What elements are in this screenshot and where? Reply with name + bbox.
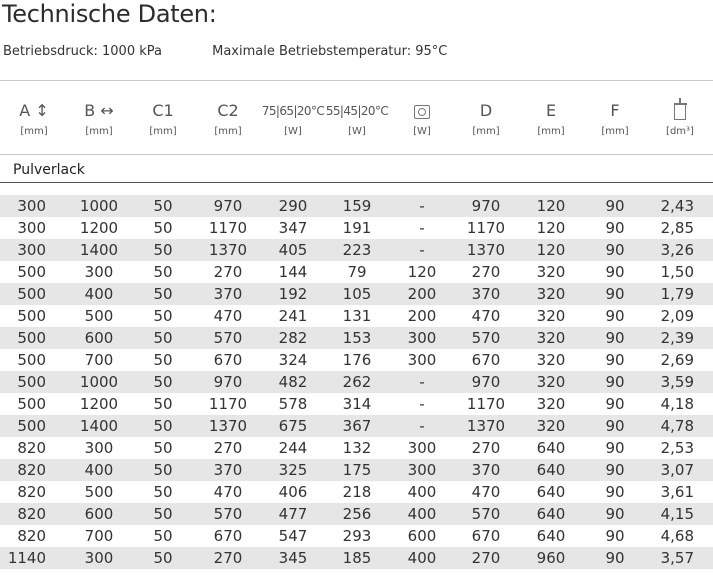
table-cell: 960 <box>536 549 566 567</box>
table-cell: 670 <box>471 351 501 369</box>
table-cell: 185 <box>342 549 372 567</box>
table-cell: 1400 <box>79 241 119 259</box>
table-cell: 300 <box>17 197 46 215</box>
table-cell: 90 <box>605 219 625 237</box>
table-cell: 300 <box>407 439 437 457</box>
table-cell: 200 <box>407 285 437 303</box>
table-cell: 3,61 <box>660 483 694 501</box>
column-symbol: F <box>610 101 620 120</box>
table-cell: 3,57 <box>660 549 694 567</box>
table-cell: - <box>419 219 425 237</box>
table-cell: 300 <box>407 329 437 347</box>
table-cell: 500 <box>17 417 46 435</box>
table-cell: 324 <box>278 351 308 369</box>
table-cell: 470 <box>471 483 501 501</box>
table-cell: 4,68 <box>660 527 694 545</box>
table-cell: 1170 <box>208 395 248 413</box>
column-header-5 <box>325 100 389 137</box>
table-cell: 300 <box>17 241 46 259</box>
table-cell: - <box>419 241 425 259</box>
table-cell: 1170 <box>208 219 248 237</box>
table-cell: 470 <box>471 307 501 325</box>
table-cell: 347 <box>278 219 308 237</box>
table-cell: 370 <box>213 285 243 303</box>
divider <box>0 154 713 155</box>
max-operating-temperature: Maximale Betriebstemperatur: 95°C <box>212 44 448 59</box>
table-cell: 500 <box>17 395 46 413</box>
divider <box>0 182 713 183</box>
table-cell: 50 <box>153 417 173 435</box>
table-cell: 570 <box>213 505 243 523</box>
table-cell: 406 <box>278 483 308 501</box>
table-cell: 1140 <box>7 549 46 567</box>
table-cell: 370 <box>471 285 501 303</box>
table-row <box>0 503 713 525</box>
column-unit: [mm] <box>214 126 242 137</box>
table-cell: 1370 <box>208 241 248 259</box>
table-cell: 570 <box>471 329 501 347</box>
table-cell: 970 <box>471 373 501 391</box>
table-row <box>0 459 713 481</box>
table-cell: 500 <box>17 373 46 391</box>
column-symbol: 75|65|20°C <box>261 104 325 118</box>
table-cell: 300 <box>84 263 114 281</box>
table-cell: 820 <box>17 483 46 501</box>
table-cell: 482 <box>278 373 308 391</box>
table-cell: 223 <box>342 241 372 259</box>
column-header-2 <box>131 100 195 137</box>
table-cell: - <box>419 395 425 413</box>
table-cell: 50 <box>153 395 173 413</box>
table-cell: 90 <box>605 549 625 567</box>
table-cell: 50 <box>153 461 173 479</box>
column-unit: [mm] <box>601 126 629 137</box>
table-cell: 320 <box>536 417 566 435</box>
table-cell: 120 <box>536 219 566 237</box>
table-cell: 244 <box>278 439 308 457</box>
table-cell: 675 <box>278 417 308 435</box>
column-header-8 <box>519 100 583 137</box>
table-cell: 2,53 <box>660 439 694 457</box>
table-cell: 570 <box>213 329 243 347</box>
table-row <box>0 327 713 349</box>
column-unit: [mm] <box>537 126 565 137</box>
table-cell: 131 <box>342 307 372 325</box>
column-symbol: B ↔ <box>84 101 114 120</box>
table-cell: 500 <box>17 329 46 347</box>
table-cell: 1000 <box>79 197 119 215</box>
data-table <box>0 195 713 569</box>
table-cell: 132 <box>342 439 372 457</box>
table-cell: 1,50 <box>660 263 694 281</box>
section-label: Pulverlack <box>13 162 85 178</box>
table-cell: 4,18 <box>660 395 694 413</box>
table-cell: 176 <box>342 351 372 369</box>
table-cell: - <box>419 197 425 215</box>
table-cell: 200 <box>407 307 437 325</box>
column-header-6 <box>390 100 454 137</box>
table-cell: 325 <box>278 461 308 479</box>
table-cell: 3,26 <box>660 241 694 259</box>
table-cell: 90 <box>605 395 625 413</box>
table-cell: 90 <box>605 417 625 435</box>
table-cell: 320 <box>536 307 566 325</box>
table-cell: 50 <box>153 483 173 501</box>
table-cell: 547 <box>278 527 308 545</box>
column-unit: [mm] <box>85 126 113 137</box>
column-symbol: A ↕ <box>19 101 49 120</box>
table-cell: 262 <box>342 373 372 391</box>
table-cell: 90 <box>605 461 625 479</box>
table-cell: 175 <box>342 461 372 479</box>
table-cell: 90 <box>605 373 625 391</box>
table-cell: 640 <box>536 439 566 457</box>
table-cell: 50 <box>153 285 173 303</box>
page-title: Technische Daten: <box>2 0 217 28</box>
table-cell: 270 <box>213 439 243 457</box>
table-cell: 500 <box>17 307 46 325</box>
table-cell: 300 <box>407 351 437 369</box>
column-unit: [mm] <box>149 126 177 137</box>
table-cell: 50 <box>153 549 173 567</box>
table-cell: 50 <box>153 263 173 281</box>
table-row <box>0 195 713 217</box>
table-row <box>0 415 713 437</box>
table-cell: 90 <box>605 285 625 303</box>
table-cell: 320 <box>536 263 566 281</box>
table-cell: 500 <box>17 285 46 303</box>
table-cell: 159 <box>342 197 372 215</box>
table-cell: 820 <box>17 439 46 457</box>
table-cell: 90 <box>605 241 625 259</box>
table-cell: 90 <box>605 307 625 325</box>
table-row <box>0 547 713 569</box>
table-row <box>0 481 713 503</box>
table-cell: 50 <box>153 241 173 259</box>
table-cell: 370 <box>471 461 501 479</box>
table-cell: 500 <box>84 483 114 501</box>
column-header-7 <box>454 100 518 137</box>
table-cell: 320 <box>536 351 566 369</box>
table-cell: 241 <box>278 307 308 325</box>
table-cell: 293 <box>342 527 372 545</box>
column-unit: [W] <box>284 126 302 137</box>
table-cell: 1370 <box>466 241 506 259</box>
table-cell: 90 <box>605 439 625 457</box>
table-cell: 400 <box>407 505 437 523</box>
table-cell: 50 <box>153 197 173 215</box>
table-cell: 1,79 <box>660 285 694 303</box>
column-unit: [dm³] <box>666 126 694 137</box>
column-header-4 <box>261 100 325 137</box>
table-cell: 270 <box>471 439 501 457</box>
table-cell: 256 <box>342 505 372 523</box>
table-cell: 600 <box>407 527 437 545</box>
table-cell: 470 <box>213 483 243 501</box>
table-cell: 320 <box>536 395 566 413</box>
table-cell: 90 <box>605 483 625 501</box>
column-symbol: E <box>545 101 557 120</box>
table-cell: 700 <box>84 351 114 369</box>
table-cell: 400 <box>84 461 114 479</box>
table-cell: 90 <box>605 505 625 523</box>
table-cell: 345 <box>278 549 308 567</box>
table-cell: 90 <box>605 329 625 347</box>
table-row <box>0 349 713 371</box>
table-cell: 820 <box>17 505 46 523</box>
operating-pressure: Betriebsdruck: 1000 kPa <box>3 44 162 59</box>
column-unit: [W] <box>348 126 366 137</box>
table-cell: 970 <box>471 197 501 215</box>
table-cell: 50 <box>153 373 173 391</box>
table-cell: 90 <box>605 351 625 369</box>
column-unit: [W] <box>413 126 431 137</box>
table-cell: 320 <box>536 373 566 391</box>
table-cell: 570 <box>471 505 501 523</box>
table-cell: 970 <box>213 197 243 215</box>
table-cell: 500 <box>17 263 46 281</box>
table-cell: - <box>419 373 425 391</box>
table-cell: 314 <box>342 395 372 413</box>
table-cell: 192 <box>278 285 308 303</box>
table-cell: 290 <box>278 197 308 215</box>
table-header <box>0 100 713 148</box>
table-cell: 670 <box>213 527 243 545</box>
table-cell: 640 <box>536 483 566 501</box>
table-cell: 1170 <box>466 219 506 237</box>
table-cell: 578 <box>278 395 308 413</box>
table-row <box>0 305 713 327</box>
table-cell: 4,78 <box>660 417 694 435</box>
table-cell: 2,09 <box>660 307 694 325</box>
table-row <box>0 371 713 393</box>
table-cell: 270 <box>471 263 501 281</box>
table-cell: 1000 <box>79 373 119 391</box>
heating-element-icon <box>414 105 430 119</box>
table-cell: 3,07 <box>660 461 694 479</box>
table-cell: 370 <box>213 461 243 479</box>
table-cell: 50 <box>153 219 173 237</box>
table-cell: 144 <box>278 263 308 281</box>
table-cell: 270 <box>471 549 501 567</box>
table-cell: 700 <box>84 527 114 545</box>
table-cell: 50 <box>153 351 173 369</box>
table-cell: 2,69 <box>660 351 694 369</box>
table-row <box>0 393 713 415</box>
table-cell: 670 <box>471 527 501 545</box>
table-cell: 3,59 <box>660 373 694 391</box>
column-symbol: C1 <box>152 101 174 120</box>
table-cell: 405 <box>278 241 308 259</box>
divider <box>0 80 713 81</box>
table-cell: 50 <box>153 439 173 457</box>
table-cell: 1400 <box>79 417 119 435</box>
table-cell: 1200 <box>79 395 119 413</box>
table-cell: 282 <box>278 329 308 347</box>
water-volume-icon <box>674 103 686 120</box>
table-cell: 2,39 <box>660 329 694 347</box>
table-cell: 50 <box>153 307 173 325</box>
column-unit: [mm] <box>472 126 500 137</box>
table-cell: 300 <box>84 549 114 567</box>
table-cell: 191 <box>342 219 372 237</box>
table-cell: 320 <box>536 285 566 303</box>
table-cell: 1370 <box>466 417 506 435</box>
table-cell: 120 <box>536 241 566 259</box>
table-cell: 477 <box>278 505 308 523</box>
table-cell: 120 <box>536 197 566 215</box>
table-cell: 400 <box>407 483 437 501</box>
column-icon <box>648 100 712 122</box>
table-cell: 79 <box>347 263 367 281</box>
table-cell: 500 <box>17 351 46 369</box>
table-cell: 640 <box>536 461 566 479</box>
table-cell: 90 <box>605 263 625 281</box>
column-header-10 <box>648 100 712 137</box>
table-cell: 600 <box>84 329 114 347</box>
table-cell: 400 <box>84 285 114 303</box>
column-header-3 <box>196 100 260 137</box>
table-cell: - <box>419 417 425 435</box>
table-cell: 4,15 <box>660 505 694 523</box>
table-cell: 300 <box>17 219 46 237</box>
table-row <box>0 283 713 305</box>
table-cell: 270 <box>213 263 243 281</box>
table-cell: 105 <box>342 285 372 303</box>
table-cell: 400 <box>407 549 437 567</box>
column-header-0 <box>2 100 66 137</box>
table-cell: 300 <box>84 439 114 457</box>
table-cell: 90 <box>605 197 625 215</box>
table-cell: 320 <box>536 329 566 347</box>
table-cell: 1200 <box>79 219 119 237</box>
column-unit: [mm] <box>20 126 48 137</box>
table-cell: 2,85 <box>660 219 694 237</box>
table-cell: 153 <box>342 329 372 347</box>
table-row <box>0 239 713 261</box>
table-row <box>0 217 713 239</box>
table-cell: 2,43 <box>660 197 694 215</box>
table-cell: 640 <box>536 505 566 523</box>
column-icon <box>390 100 454 122</box>
column-symbol: 55|45|20°C <box>325 104 389 118</box>
table-row <box>0 437 713 459</box>
table-cell: 50 <box>153 505 173 523</box>
table-cell: 270 <box>213 549 243 567</box>
table-row <box>0 525 713 547</box>
table-cell: 50 <box>153 329 173 347</box>
table-cell: 500 <box>84 307 114 325</box>
operating-specs <box>3 44 493 59</box>
table-cell: 670 <box>213 351 243 369</box>
table-cell: 50 <box>153 527 173 545</box>
table-cell: 1370 <box>208 417 248 435</box>
column-header-1 <box>67 100 131 137</box>
table-cell: 120 <box>407 263 437 281</box>
table-cell: 820 <box>17 461 46 479</box>
table-cell: 300 <box>407 461 437 479</box>
table-cell: 90 <box>605 527 625 545</box>
table-cell: 1170 <box>466 395 506 413</box>
column-symbol: C2 <box>217 101 239 120</box>
table-row <box>0 261 713 283</box>
column-symbol: D <box>479 101 493 120</box>
table-cell: 820 <box>17 527 46 545</box>
table-cell: 218 <box>342 483 372 501</box>
table-cell: 470 <box>213 307 243 325</box>
table-cell: 970 <box>213 373 243 391</box>
table-cell: 600 <box>84 505 114 523</box>
table-cell: 640 <box>536 527 566 545</box>
table-cell: 367 <box>342 417 372 435</box>
column-header-9 <box>583 100 647 137</box>
